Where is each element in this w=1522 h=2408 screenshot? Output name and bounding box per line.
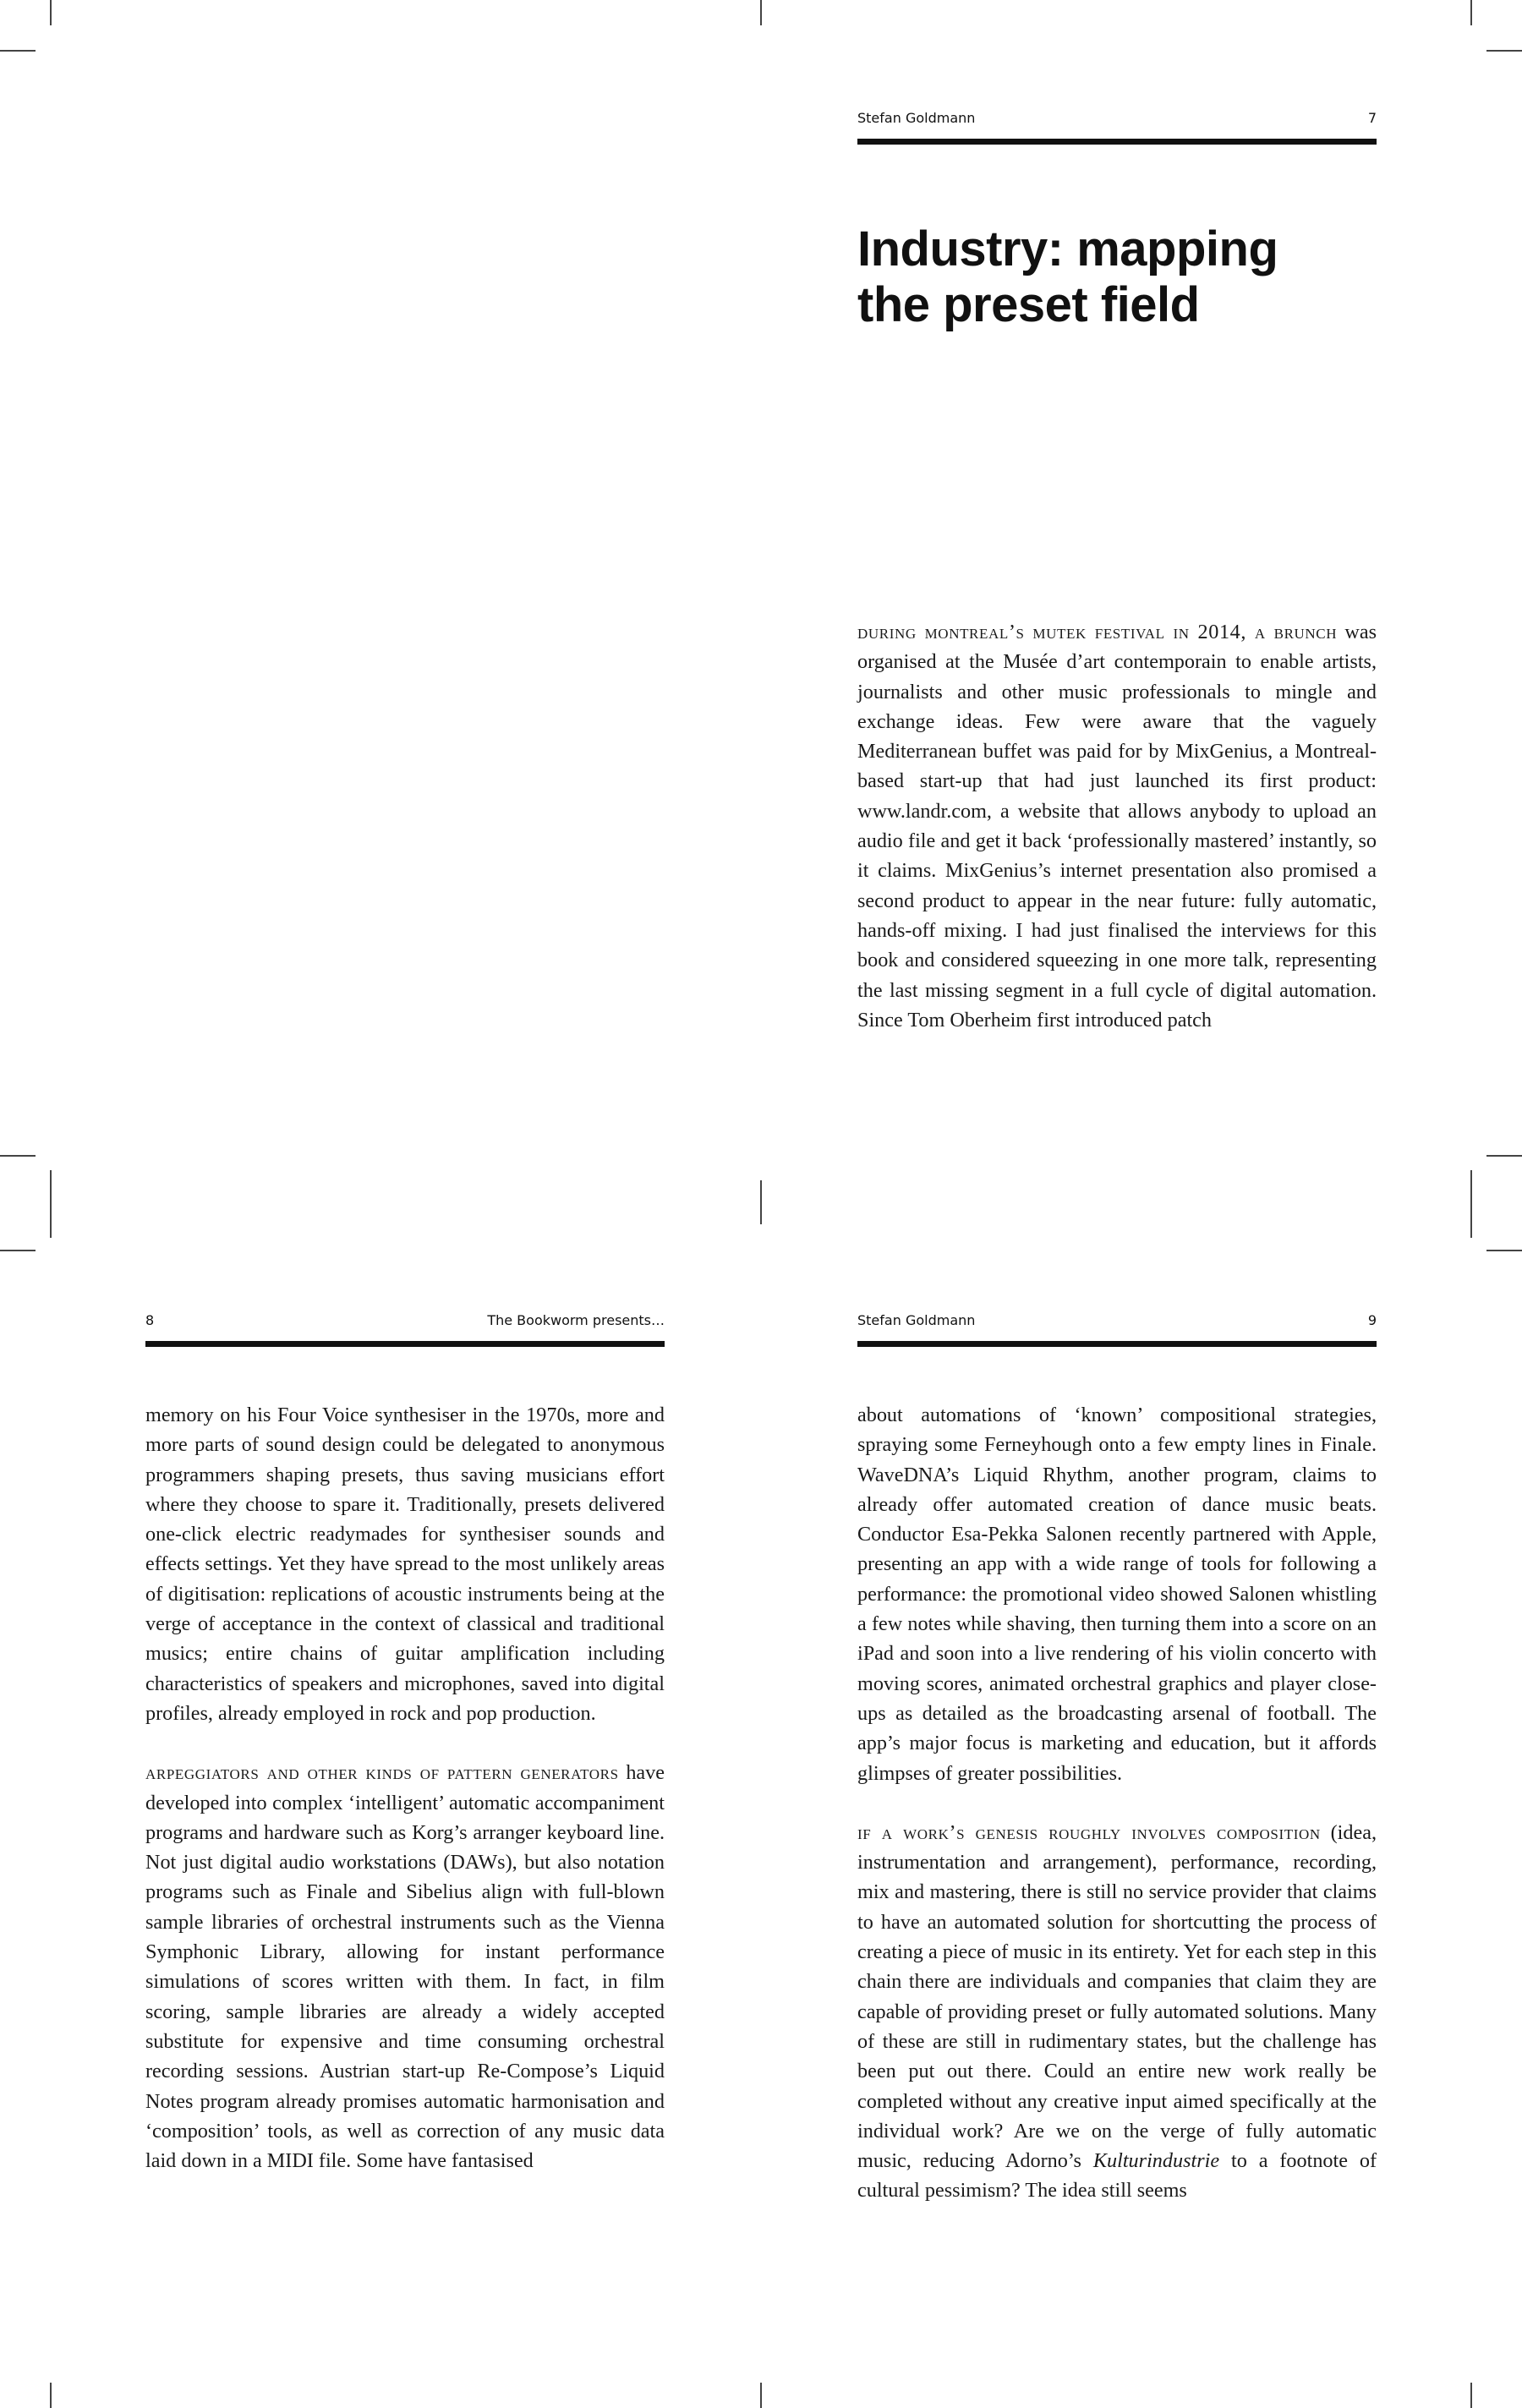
small-caps-lead: during montreal’s mutek festival in 2014, a brunch: [857, 621, 1338, 643]
body-paragraph: [857, 1818, 1377, 2206]
page-8-header: [145, 1312, 665, 1338]
page-9-body: [857, 1400, 1377, 2206]
body-paragraph: [857, 617, 1377, 1035]
body-paragraph: memory on his Four Voice synthesiser in the 1970s, more and more parts of sound design could be delegated to anonymous programmers shaping presets, thus saving musicians effort where they choose to spare it. Traditionally, presets delivered one-click electric readymades for synthesiser sounds and effects settings. Yet they have spread to the most unlikely areas of digitisation: replications of acoustic instruments being at the verge of acceptance in the context of classical and traditional musics; entire chains of guitar amplification including characteristics of speakers and microphones, saved into digital profiles, already employed in rock and pop production.: [145, 1404, 665, 1725]
paragraph-text: was organised at the Musée d’art contemporain to enable artists, journalists and other music professionals to mingle and exchange ideas. Few were aware that the vaguely Mediterranean buffet was paid for by MixGenius, a Montreal-based start-up that had just launched its first product: www.landr.com, a website that allows anybody to upload an audio file and get it back ‘professionally mastered’ instantly, so it claims. MixGenius’s internet presentation also promised a second product to appear in the near future: fully automatic, hands-off mixing. I had just finalised the interviews for this book and considered squeezing in one more talk, representing the last missing segment in a full cycle of digital automation. Since Tom Oberheim first introduced patch: [857, 621, 1377, 1032]
header-rule: [145, 1341, 665, 1347]
crop-mark: [1470, 0, 1472, 25]
crop-mark: [50, 2383, 52, 2408]
running-head-title: The Bookworm presents…: [487, 1312, 665, 1328]
italic-term: Kulturindustrie: [1092, 2149, 1220, 2173]
crop-mark: [1486, 1250, 1522, 1251]
chapter-title: [857, 222, 1399, 333]
crop-mark: [760, 2383, 762, 2408]
crop-mark: [50, 1170, 52, 1238]
chapter-title-line: Industry: mapping: [857, 222, 1278, 276]
body-paragraph: [145, 1758, 665, 2175]
paragraph-text: have developed into complex ‘intelligent’ automatic accompaniment programs and hardware such as Korg’s arranger keyboard line. Not just digital audio workstations (DAWs), but also notation programs such as Finale and Sibelius align with full-blown sample libraries of orchestral instruments such as the Vienna Symphonic Library, allowing for instant performance simulations of scores written with them. In fact, in film scoring, sample libraries are already a widely accepted substitute for expensive and time consuming orchestral recording sessions. Austrian start-up Re-Compose’s Liquid Notes program already promises automatic harmonisation and ‘composition’ tools, as well as correction of any music data laid down in a MIDI file. Some have fantasised: [145, 1761, 665, 2173]
chapter-title-line: the preset field: [857, 277, 1200, 332]
crop-mark: [0, 1155, 36, 1157]
crop-mark: [760, 1180, 762, 1224]
crop-mark: [1486, 1155, 1522, 1157]
paragraph-text: to a footnote of cultural pessimism? The idea still seems: [857, 2149, 1377, 2203]
paragraph-text: (idea, instrumentation and arrangement), performance, recording, mix and mastering, there is still no service provider that claims to have an automated solution for shortcutting the process of creating a piece of music in its entirety. Yet for each step in this chain there are individuals and companies that claim they are capable of providing preset or fully automated solutions. Many of these are still in rudimentary states, but the challenge has been put out there. Could an entire new work really be completed without any creative input aimed specifically at the individual work? Are we on the verge of fully automatic music, reducing Adorno’s: [857, 1820, 1377, 2173]
crop-mark: [760, 0, 762, 25]
crop-mark: [1470, 2383, 1472, 2408]
crop-mark: [1470, 1170, 1472, 1238]
header-rule: [857, 1341, 1377, 1347]
page-7-body: [857, 617, 1377, 1035]
small-caps-lead: if a work’s genesis roughly involves composition: [857, 1820, 1321, 1844]
small-caps-lead: arpeggiators and other kinds of pattern generators: [145, 1761, 619, 1785]
page-number: 7: [1367, 110, 1377, 126]
page-9-header: [857, 1312, 1377, 1338]
running-head-author: Stefan Goldmann: [857, 1312, 976, 1328]
page-8-body: [145, 1400, 665, 2175]
running-head-author: Stefan Goldmann: [857, 110, 976, 126]
page-7-header: [857, 110, 1377, 135]
body-paragraph: about automations of ‘known’ compositional strategies, spraying some Ferneyhough onto a few empty lines in Finale. WaveDNA’s Liquid Rhythm, another program, claims to already offer automated creation of dance music beats. Conductor Esa-Pekka Salonen recently partnered with Apple, presenting an app with a wide range of tools for following a performance: the promotional video showed Salonen whistling a few notes while shaving, then turning them into a score on an iPad and soon into a live rendering of his violin concerto with moving scores, animated orchestral graphics and player close-ups as detailed as the broadcasting arsenal of football. The app’s major focus is marketing and education, but it affords glimpses of greater possibilities.: [857, 1404, 1377, 1785]
crop-mark: [0, 50, 36, 52]
page-number: 9: [1367, 1312, 1377, 1328]
crop-mark: [0, 1250, 36, 1251]
crop-mark: [1486, 50, 1522, 52]
header-rule: [857, 139, 1377, 145]
page-number: 8: [145, 1312, 155, 1328]
crop-mark: [50, 0, 52, 25]
